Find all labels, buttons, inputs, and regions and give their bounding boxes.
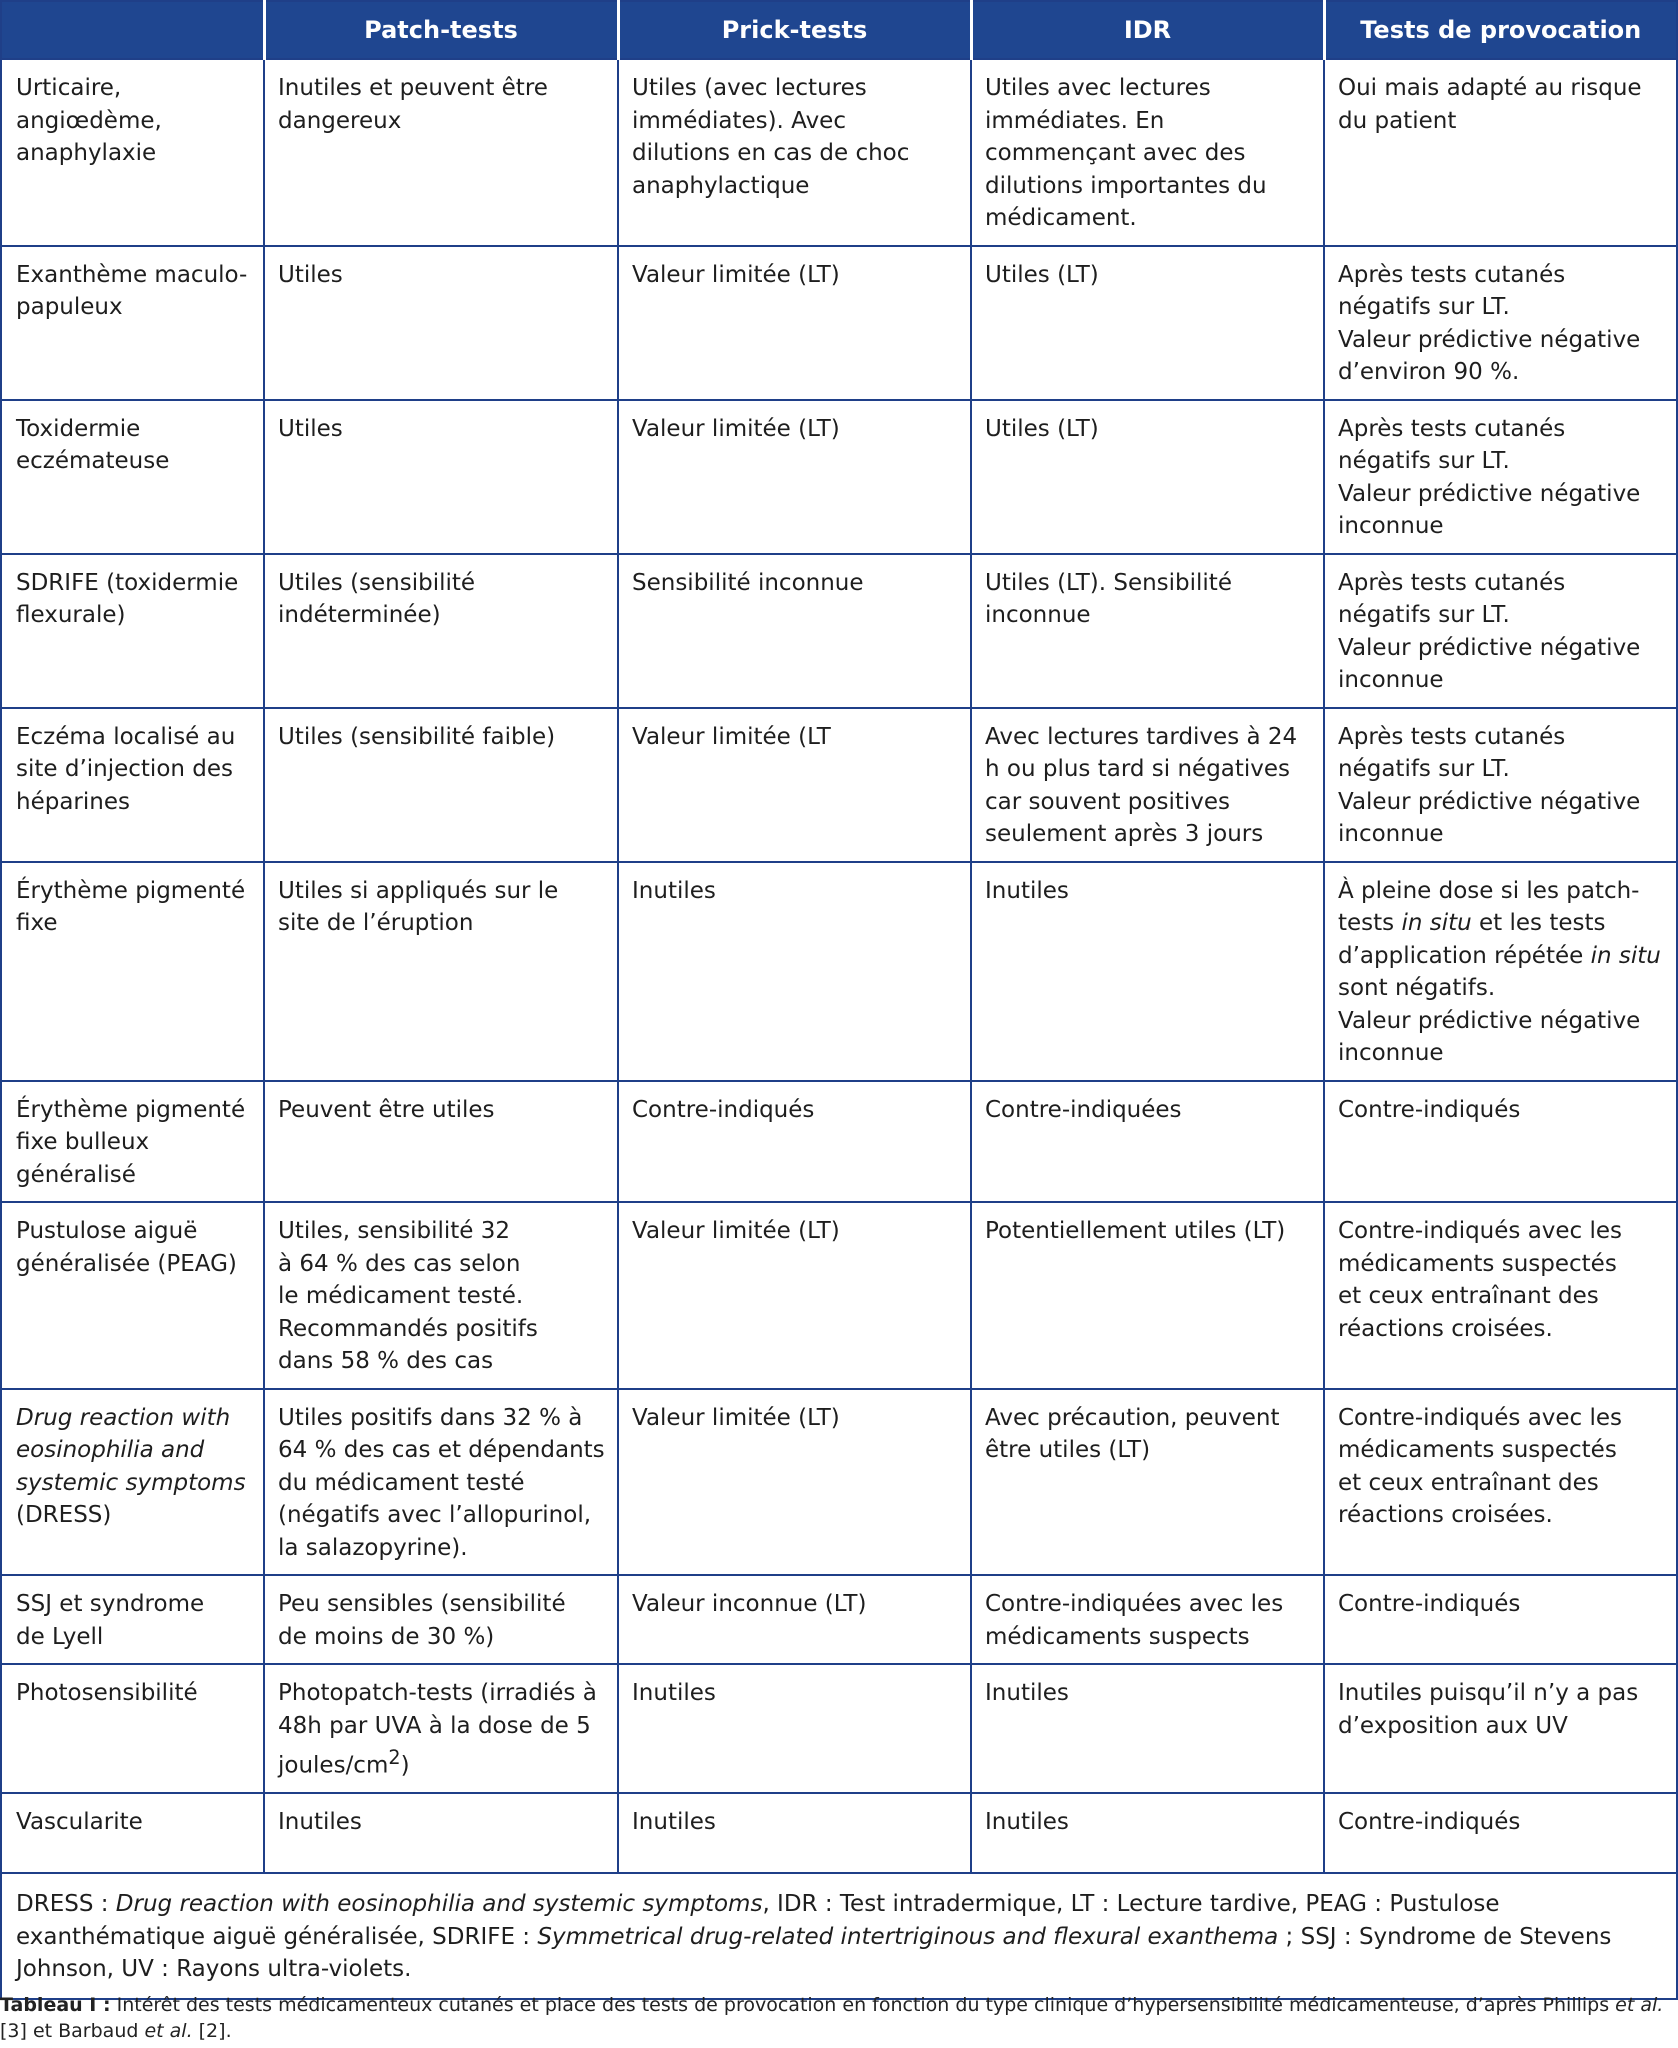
table-cell: Valeur limitée (LT) xyxy=(618,400,971,554)
table-cell: Utiles, sensibilité 32 à 64 % des cas selon le médicament testé. Recommandés positifs dans 58 % des cas xyxy=(264,1202,618,1389)
table-cell: Utiles (LT) xyxy=(971,400,1324,554)
row-label: Vascularite xyxy=(1,1793,264,1873)
table-cell: Contre-indiquées xyxy=(971,1081,1324,1203)
header-prick-tests: Prick-tests xyxy=(618,1,971,59)
table-body xyxy=(1,59,1677,1873)
table-cell: Contre-indiquées avec les médicaments suspects xyxy=(971,1575,1324,1664)
table-cell: Contre-indiqués xyxy=(618,1081,971,1203)
table-row xyxy=(1,59,1677,246)
table-header-row xyxy=(1,1,1677,59)
table-cell: Après tests cutanés négatifs sur LT. Valeur prédictive négative d’environ 90 %. xyxy=(1324,246,1677,400)
row-label: Eczéma localisé au site d’injection des héparines xyxy=(1,708,264,862)
table-cell: Utiles (sensibilité faible) xyxy=(264,708,618,862)
table-row xyxy=(1,1081,1677,1203)
table-cell: Inutiles xyxy=(971,862,1324,1081)
text-segment: (DRESS) xyxy=(16,1502,112,1528)
row-label: Urticaire, angiœdème, anaphylaxie xyxy=(1,59,264,246)
text-segment: Intérêt des tests médicamenteux cutanés et place des tests de provocation en fonction du type clinique d’hypersensibilité médicamenteuse, d’après Phillips xyxy=(110,1994,1616,2016)
table-cell: Inutiles xyxy=(971,1793,1324,1873)
table-cell: Inutiles xyxy=(618,862,971,1081)
text-segment: ) xyxy=(400,1752,410,1779)
row-label: Érythème pigmenté fixe bulleux généralisé xyxy=(1,1081,264,1203)
table-cell: Contre-indiqués xyxy=(1324,1575,1677,1664)
text-segment: , IDR : Test intradermique, LT : Lecture tardive, PEAG : Pustulose exanthématique aiguë généralisée, SDRIFE : xyxy=(16,1891,1500,1950)
footnote-row xyxy=(1,1873,1677,1999)
table-cell: Utiles (avec lectures immédiates). Avec dilutions en cas de choc anaphylactique xyxy=(618,59,971,246)
row-label: SSJ et syndrome de Lyell xyxy=(1,1575,264,1664)
text-segment: et les tests d’application répétée xyxy=(1338,910,1606,969)
table-cell: Contre-indiqués avec les médicaments suspectés et ceux entraînant des réactions croisées. xyxy=(1324,1389,1677,1576)
header-tests-de-provocation: Tests de provocation xyxy=(1324,1,1677,59)
text-segment: et al. xyxy=(1615,1994,1664,2016)
table-row xyxy=(1,1202,1677,1389)
table-cell xyxy=(1324,862,1677,1081)
table-cell: Inutiles xyxy=(264,1793,618,1873)
table-cell: Inutiles xyxy=(618,1664,971,1793)
table-cell: Utiles avec lectures immédiates. En commençant avec des dilutions importantes du médicament. xyxy=(971,59,1324,246)
table-cell: Oui mais adapté au risque du patient xyxy=(1324,59,1677,246)
table-cell xyxy=(264,1664,618,1793)
text-segment: in situ xyxy=(1401,910,1472,936)
text-segment: [2]. xyxy=(192,2020,232,2042)
table-cell: Après tests cutanés négatifs sur LT. Valeur prédictive négative inconnue xyxy=(1324,400,1677,554)
table-row xyxy=(1,554,1677,708)
table-cell: Contre-indiqués avec les médicaments suspectés et ceux entraînant des réactions croisées. xyxy=(1324,1202,1677,1389)
table-cell: Contre-indiqués xyxy=(1324,1793,1677,1873)
row-label: Exanthème maculo- papuleux xyxy=(1,246,264,400)
table-cell: Sensibilité inconnue xyxy=(618,554,971,708)
row-label: Photosensibilité xyxy=(1,1664,264,1793)
text-segment: DRESS : xyxy=(16,1891,116,1918)
table-cell: Peu sensibles (sensibilité de moins de 30 %) xyxy=(264,1575,618,1664)
header-patch-tests: Patch-tests xyxy=(264,1,618,59)
footnote xyxy=(1,1873,1677,1999)
table-cell: Inutiles xyxy=(618,1793,971,1873)
table-cell: Inutiles et peuvent être dangereux xyxy=(264,59,618,246)
table-cell: Utiles (LT). Sensibilité inconnue xyxy=(971,554,1324,708)
table-cell: Potentiellement utiles (LT) xyxy=(971,1202,1324,1389)
text-segment: Photopatch-tests (irradiés à 48h par UVA à la dose de 5 joules/cm xyxy=(278,1680,597,1779)
table-cell: Après tests cutanés négatifs sur LT. Valeur prédictive négative inconnue xyxy=(1324,554,1677,708)
table-cell: Valeur inconnue (LT) xyxy=(618,1575,971,1664)
text-segment: Symmetrical drug-related intertriginous and flexural exanthema xyxy=(537,1923,1279,1950)
text-segment: sont négatifs. Valeur prédictive négative inconnue xyxy=(1338,975,1641,1066)
row-label: SDRIFE (toxidermie flexurale) xyxy=(1,554,264,708)
text-segment: À pleine dose si les patch- tests xyxy=(1338,877,1640,936)
table-cell: Peuvent être utiles xyxy=(264,1081,618,1203)
table-row xyxy=(1,1575,1677,1664)
text-segment: et al. xyxy=(144,2020,193,2042)
table-row xyxy=(1,400,1677,554)
table-cell: Valeur limitée (LT) xyxy=(618,246,971,400)
table-cell: Valeur limitée (LT) xyxy=(618,1389,971,1576)
table-caption xyxy=(0,1992,1672,2044)
table-cell: Après tests cutanés négatifs sur LT. Valeur prédictive négative inconnue xyxy=(1324,708,1677,862)
table-row xyxy=(1,1793,1677,1873)
header-idr: IDR xyxy=(971,1,1324,59)
text-segment: Drug reaction with eosinophilia and systemic symptoms xyxy=(115,1891,763,1918)
table-cell: Avec lectures tardives à 24 h ou plus tard si négatives car souvent positives seulement après 3 jours xyxy=(971,708,1324,862)
table-cell: Utiles (LT) xyxy=(971,246,1324,400)
table-row xyxy=(1,862,1677,1081)
text-segment: 2 xyxy=(388,1746,401,1769)
table-cell: Utiles (sensibilité indéterminée) xyxy=(264,554,618,708)
table-cell: Inutiles puisqu’il n’y a pas d’exposition aux UV xyxy=(1324,1664,1677,1793)
text-segment: ; SSJ : Syndrome de Stevens Johnson, UV : Rayons ultra-violets. xyxy=(16,1923,1612,1983)
table-row xyxy=(1,1664,1677,1793)
row-label xyxy=(1,1389,264,1576)
table-cell: Utiles xyxy=(264,246,618,400)
text-segment: Tableau I : xyxy=(0,1994,111,2016)
table-row xyxy=(1,1389,1677,1576)
text-segment: in situ xyxy=(1590,942,1661,969)
table-cell: Utiles xyxy=(264,400,618,554)
table-cell: Contre-indiqués xyxy=(1324,1081,1677,1203)
table-cell: Valeur limitée (LT xyxy=(618,708,971,862)
header-corner xyxy=(1,1,264,59)
table-cell: Utiles si appliqués sur le site de l’éruption xyxy=(264,862,618,1081)
table-cell: Utiles positifs dans 32 % à 64 % des cas et dépendants du médicament testé (négatifs avec l’allopurinol, la salazopyrine). xyxy=(264,1389,618,1576)
table-cell: Valeur limitée (LT) xyxy=(618,1202,971,1389)
text-segment: [3] et Barbaud xyxy=(0,2020,145,2042)
table-row xyxy=(1,708,1677,862)
table-row xyxy=(1,246,1677,400)
row-label: Érythème pigmenté fixe xyxy=(1,862,264,1081)
text-segment: Drug reaction with eosinophilia and systemic symptoms xyxy=(16,1404,246,1496)
row-label: Pustulose aiguë généralisée (PEAG) xyxy=(1,1202,264,1389)
table-cell: Inutiles xyxy=(971,1664,1324,1793)
row-label: Toxidermie eczémateuse xyxy=(1,400,264,554)
table-cell: Avec précaution, peuvent être utiles (LT) xyxy=(971,1389,1324,1576)
